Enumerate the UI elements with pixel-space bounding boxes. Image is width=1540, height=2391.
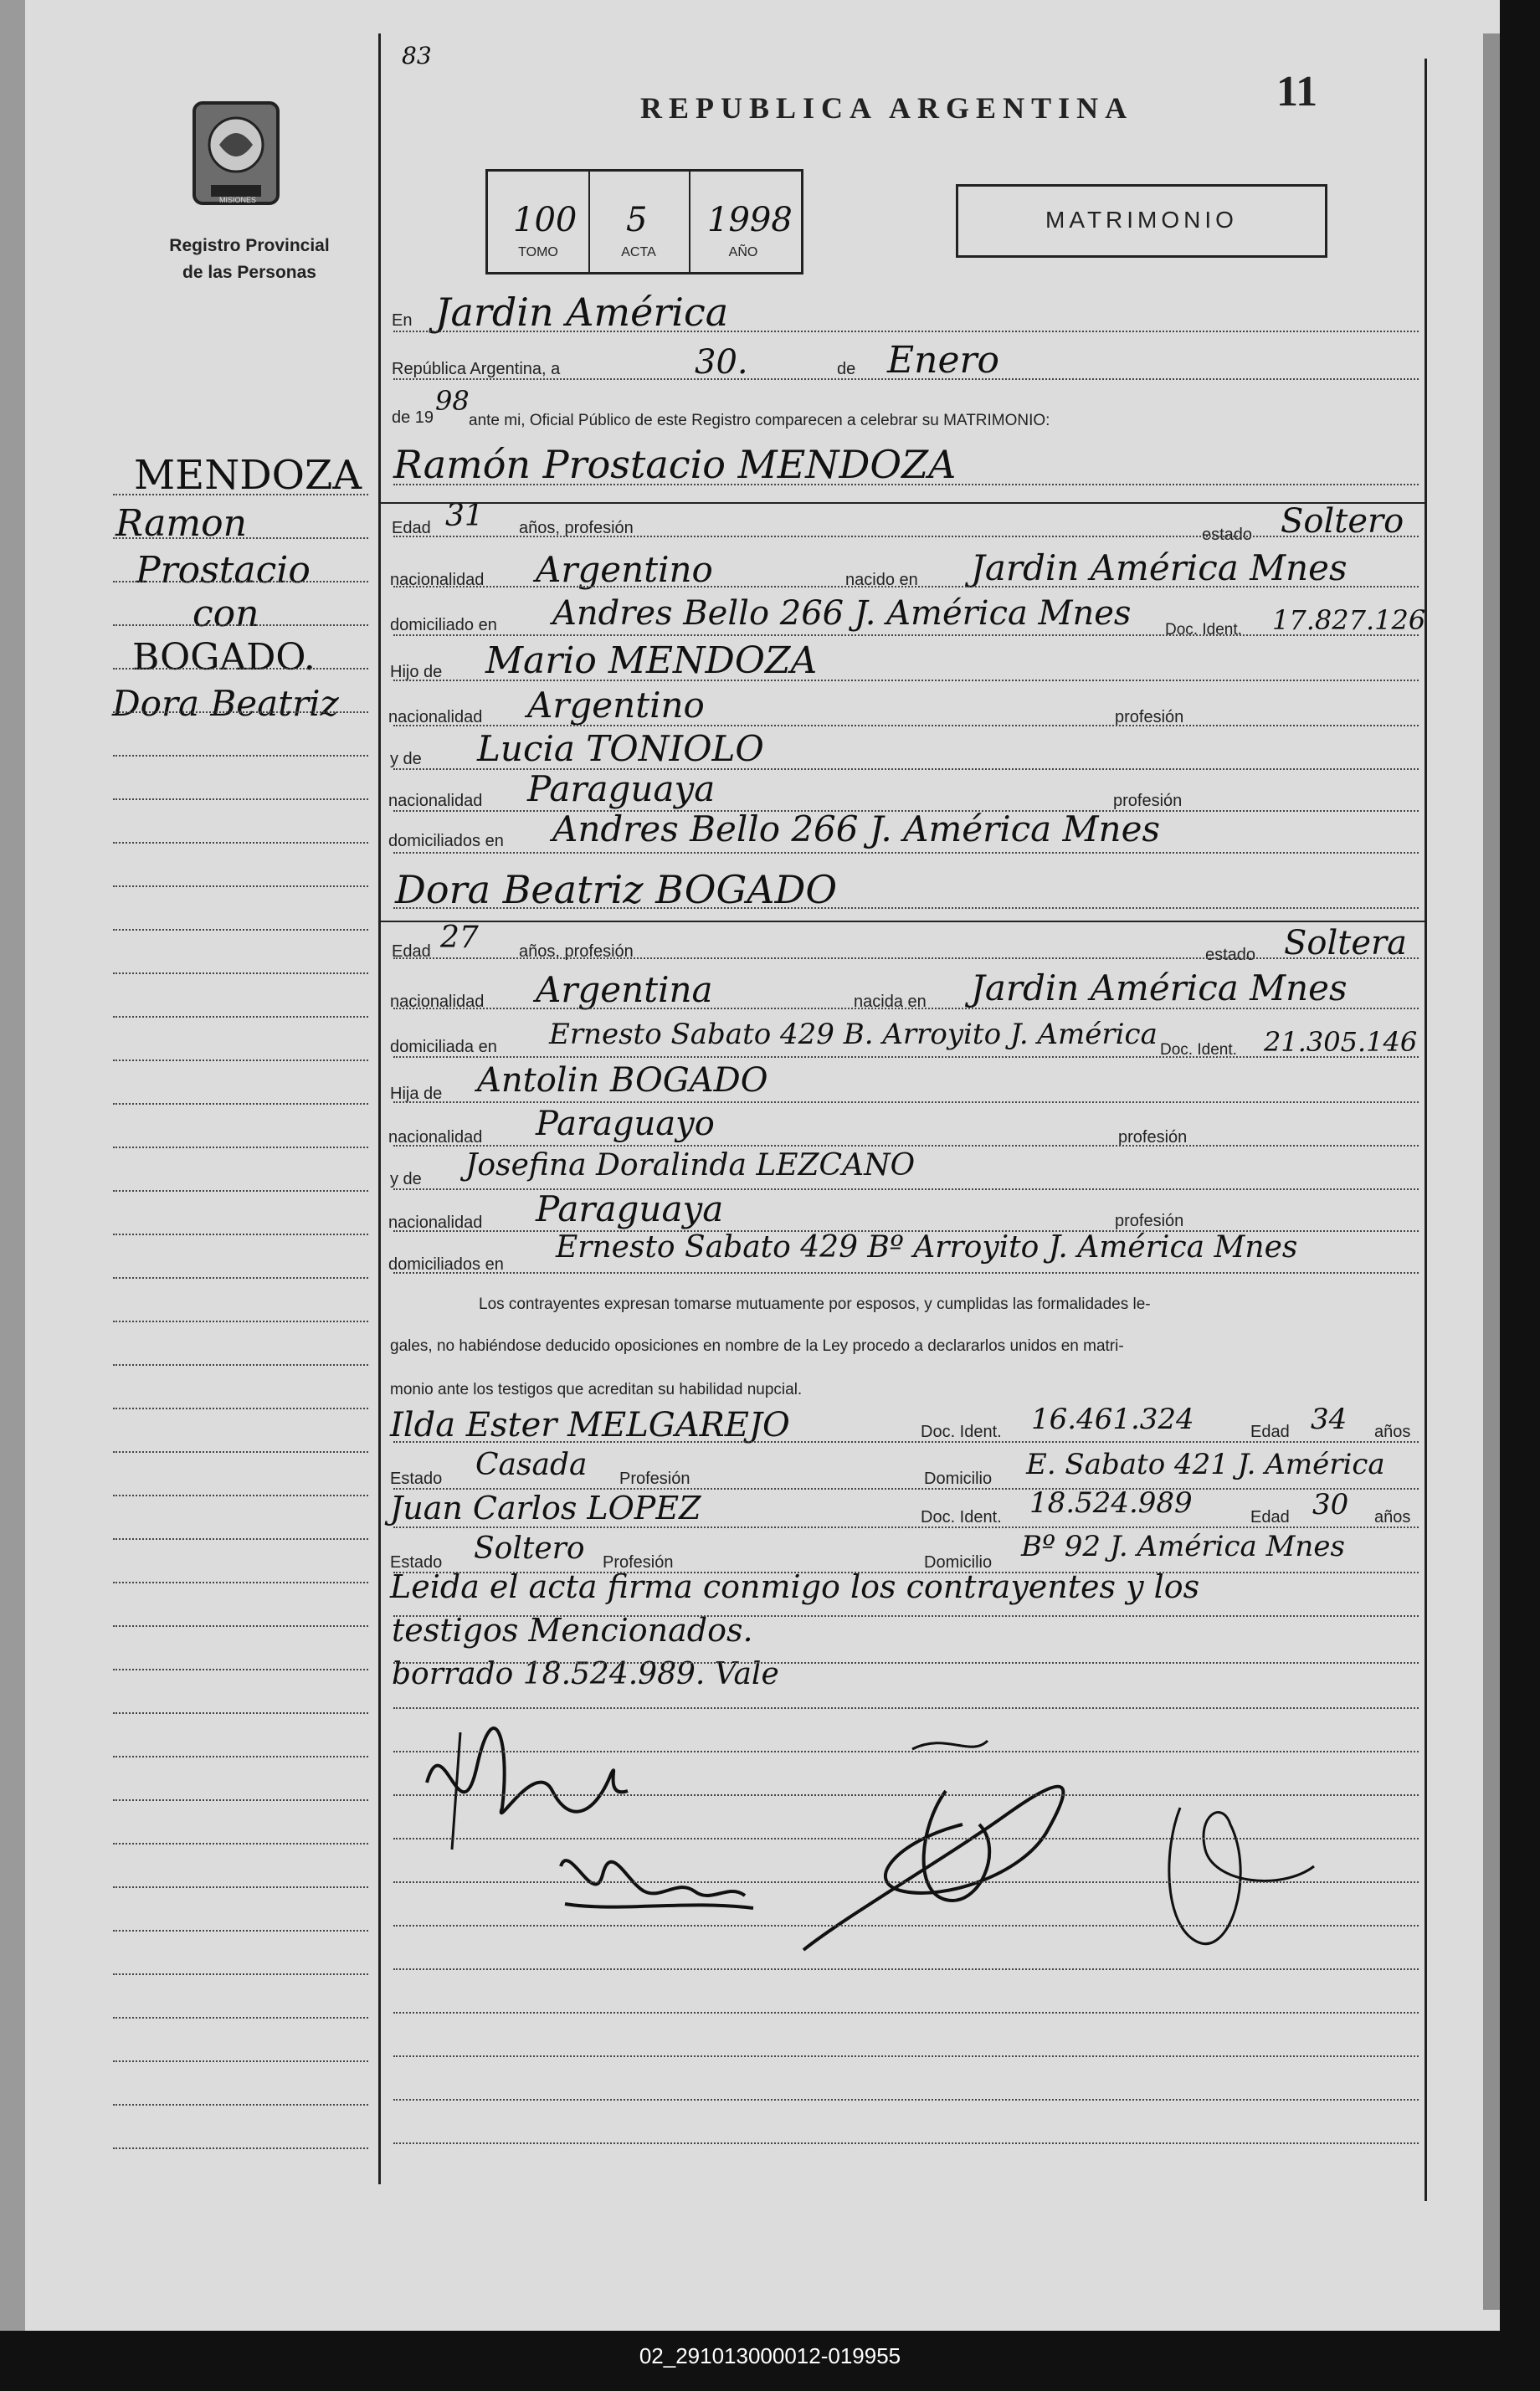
- margin-rule: [113, 1408, 368, 1409]
- form-rule: [393, 1881, 1419, 1883]
- form-rule: [393, 2099, 1419, 2101]
- bride-mother: Josefina Doralinda LEZCANO: [465, 1148, 916, 1183]
- groom-nac-label: nacionalidad: [390, 571, 485, 589]
- form-rule: [393, 907, 1419, 909]
- seal-caption: MISIONES: [219, 196, 257, 204]
- witness2-age: 30: [1312, 1488, 1349, 1521]
- witness1-name: Ilda Ester MELGAREJO: [390, 1406, 790, 1444]
- bride-doc: 21.305.146: [1264, 1026, 1418, 1058]
- margin-rule: [113, 1190, 368, 1192]
- margin-rule: [113, 1930, 368, 1932]
- form-rule: [393, 957, 1419, 959]
- margin-rule: [113, 537, 368, 539]
- witness1-edad-label: Edad: [1250, 1423, 1290, 1441]
- en-label: En: [392, 311, 413, 330]
- signature-official: [795, 1724, 1147, 1967]
- margin-rule: [113, 1538, 368, 1540]
- margin-note-6: Dora Beatriz: [112, 683, 339, 724]
- margin-rule: [113, 1799, 368, 1801]
- bride-mother-nac-label: nacionalidad: [388, 1213, 483, 1232]
- bride-doc-label: Doc. Ident.: [1160, 1041, 1237, 1059]
- groom-mother-prof-label: profesión: [1113, 792, 1183, 810]
- witness1-prof-label: Profesión: [619, 1470, 690, 1488]
- margin-note-1: MENDOZA: [134, 452, 362, 499]
- bride-dom-label: domiciliada en: [390, 1038, 497, 1056]
- margin-rule: [113, 668, 368, 670]
- book-binding: [0, 0, 25, 2331]
- form-rule: [393, 725, 1419, 726]
- margin-rule: [113, 885, 368, 887]
- signature-witness: [1147, 1774, 1339, 1967]
- margin-rule: [113, 1364, 368, 1366]
- bride-parents-dom-label: domiciliados en: [388, 1255, 504, 1274]
- bride-parents-address: Ernesto Sabato 429 Bº Arroyito J. América Mnes: [556, 1230, 1298, 1265]
- bride-address: Ernesto Sabato 429 B. Arroyito J. América: [549, 1018, 1158, 1051]
- groom-father-nac-label: nacionalidad: [388, 708, 483, 726]
- witness2-anios-label: años: [1374, 1508, 1411, 1526]
- margin-rule: [113, 624, 368, 626]
- form-rule: [393, 331, 1419, 332]
- form-rule: [393, 852, 1419, 854]
- witness1-doc-label: Doc. Ident.: [921, 1423, 1002, 1441]
- witness1-dom-label: Domicilio: [924, 1470, 993, 1488]
- form-rule: [393, 586, 1419, 587]
- witness1-doc: 16.461.324: [1031, 1403, 1194, 1436]
- margin-rule: [113, 1973, 368, 1975]
- month: Enero: [887, 339, 1000, 382]
- bride-hija-label: Hija de: [390, 1085, 443, 1103]
- declaration-line3: monio ante los testigos que acreditan su habilidad nupcial.: [390, 1381, 803, 1398]
- margin-rule: [113, 1495, 368, 1496]
- form-rule: [393, 1230, 1419, 1232]
- margin-rule: [113, 1147, 368, 1148]
- form-rule: [393, 2142, 1419, 2144]
- margin-rule: [113, 1886, 368, 1888]
- form-rule: [393, 1925, 1419, 1927]
- margin-rule: [113, 1451, 368, 1453]
- margin-rule: [113, 1234, 368, 1235]
- margin-rule: [113, 929, 368, 931]
- form-rule: [393, 680, 1419, 681]
- groom-father-prof-label: profesión: [1115, 708, 1184, 726]
- margin-rule: [113, 1582, 368, 1583]
- groom-father-nationality: Argentino: [527, 685, 705, 726]
- groom-address: Andres Bello 266 J. América Mnes: [552, 594, 1132, 633]
- form-rule: [393, 1188, 1419, 1190]
- tomo-label: TOMO: [518, 245, 558, 259]
- registry-name-line1: Registro Provincial: [169, 236, 330, 255]
- groom-doc-label: Doc. Ident.: [1165, 621, 1242, 639]
- de-label: de: [837, 360, 856, 378]
- form-rule: [393, 1572, 1419, 1573]
- form-rule: [393, 1707, 1419, 1709]
- anio-label: AÑO: [728, 245, 758, 259]
- witness1-anios-label: años: [1374, 1423, 1411, 1441]
- witness1-age: 34: [1311, 1403, 1348, 1436]
- margin-rule: [113, 494, 368, 495]
- form-rule: [393, 1968, 1419, 1970]
- groom-mother-nationality: Paraguaya: [527, 768, 716, 809]
- declaration-line1: Los contrayentes expresan tomarse mutuamente por esposos, y cumplidas las formalidades le-: [479, 1296, 1151, 1313]
- margin-rule: [113, 2104, 368, 2106]
- witness2-doc: 18.524.989: [1029, 1486, 1193, 1520]
- groom-nationality: Argentino: [536, 549, 713, 590]
- form-rule: [393, 768, 1419, 770]
- footer-id: 02_291013000012-019955: [639, 2343, 901, 2368]
- margin-rule: [113, 1843, 368, 1845]
- bride-edad-label: Edad: [392, 942, 431, 961]
- page-number: 11: [1276, 68, 1318, 115]
- witness2-prof-label: Profesión: [603, 1553, 674, 1572]
- form-rule: [393, 2012, 1419, 2014]
- anio-value: 1998: [707, 201, 793, 239]
- form-rule: [393, 634, 1419, 636]
- form-rule: [393, 1008, 1419, 1009]
- margin-note-4: con: [192, 593, 259, 635]
- margin-rule: [113, 798, 368, 800]
- declaration-line2: gales, no habiéndose deducido oposiciones en nombre de la Ley procedo a declararlos unidos en matri-: [390, 1337, 1124, 1355]
- margin-rule: [113, 1321, 368, 1322]
- bride-mother-prof-label: profesión: [1115, 1212, 1184, 1230]
- margin-note-5: BOGADO.: [132, 636, 316, 679]
- republica-label: República Argentina, a: [392, 360, 561, 378]
- form-rule: [393, 1488, 1419, 1490]
- groom-anios-label: años, profesión: [519, 519, 634, 537]
- groom-yde-label: y de: [390, 750, 422, 768]
- bride-mother-nationality: Paraguaya: [536, 1188, 724, 1229]
- form-rule: [393, 1145, 1419, 1147]
- margin-rule: [113, 1016, 368, 1018]
- margin-rule: [113, 1712, 368, 1714]
- act-type-box: [956, 184, 1327, 258]
- place: Jardin América: [435, 290, 729, 335]
- groom-estado-label: estado: [1202, 526, 1253, 544]
- bride-nationality: Argentina: [536, 969, 713, 1010]
- year-suffix: 98: [435, 385, 470, 417]
- witness2-dom-label: Domicilio: [924, 1553, 993, 1572]
- bride-anios-label: años, profesión: [519, 942, 634, 961]
- bride-father-nac-label: nacionalidad: [388, 1128, 483, 1147]
- groom-hijo-label: Hijo de: [390, 663, 443, 681]
- groom-dom-label: domiciliado en: [390, 616, 497, 634]
- form-rule: [393, 1794, 1419, 1796]
- day: 30.: [695, 343, 748, 382]
- witness2-edad-label: Edad: [1250, 1508, 1290, 1526]
- bride-estado: Soltera: [1284, 924, 1407, 962]
- act-type-label: MATRIMONIO: [1045, 207, 1238, 233]
- groom-edad-label: Edad: [392, 519, 431, 537]
- groom-doc: 17.827.126: [1272, 604, 1426, 636]
- section-divider: [381, 921, 1424, 922]
- bride-estado-label: estado: [1205, 946, 1256, 964]
- closing-line3: borrado 18.524.989. Vale: [392, 1657, 779, 1691]
- groom-mother: Lucia TONIOLO: [477, 728, 764, 769]
- form-rule: [393, 1838, 1419, 1839]
- bride-nacida-label: nacida en: [854, 993, 927, 1011]
- tomo-value: 100: [513, 201, 578, 239]
- margin-divider: [378, 33, 381, 2184]
- page-edge: [1483, 33, 1500, 2310]
- groom-estado: Soltero: [1281, 502, 1404, 541]
- witness2-estado: Soltero: [474, 1532, 585, 1566]
- intro-text: ante mi, Oficial Público de este Registro comparecen a celebrar su MATRIMONIO:: [469, 412, 1050, 429]
- bride-father-prof-label: profesión: [1118, 1128, 1188, 1147]
- bride-yde-label: y de: [390, 1170, 422, 1188]
- form-rule: [393, 1615, 1419, 1617]
- bride-age: 27: [440, 921, 479, 955]
- margin-rule: [113, 2017, 368, 2019]
- signature-bride: [544, 1833, 770, 1925]
- margin-rule: [113, 1756, 368, 1757]
- groom-father: Mario MENDOZA: [485, 639, 818, 682]
- form-rule: [393, 1056, 1419, 1058]
- margin-rule: [113, 842, 368, 844]
- bride-birthplace: Jardin América Mnes: [971, 967, 1348, 1008]
- groom-mother-nac-label: nacionalidad: [388, 792, 483, 810]
- acta-value: 5: [626, 201, 648, 239]
- witness2-name: Juan Carlos LOPEZ: [390, 1490, 701, 1526]
- form-rule: [393, 1441, 1419, 1443]
- margin-rule: [113, 2060, 368, 2062]
- groom-parents-address: Andres Bello 266 J. América Mnes: [552, 808, 1161, 849]
- groom-parents-dom-label: domiciliados en: [388, 832, 504, 850]
- margin-rule: [113, 1060, 368, 1061]
- form-rule: [393, 2055, 1419, 2057]
- margin-rule: [113, 1277, 368, 1279]
- bride-name: Dora Beatriz BOGADO: [395, 867, 838, 912]
- form-rule: [393, 810, 1419, 812]
- annotation-note: 83: [402, 42, 432, 69]
- form-rule: [393, 1662, 1419, 1664]
- year-prefix: de 19: [392, 408, 434, 427]
- bride-father: Antolin BOGADO: [477, 1061, 768, 1100]
- witness1-address: E. Sabato 421 J. América: [1026, 1448, 1385, 1481]
- record-id-box: [485, 169, 803, 275]
- form-rule: [393, 1751, 1419, 1752]
- bride-father-nationality: Paraguayo: [536, 1105, 715, 1143]
- registry-name-line2: de las Personas: [182, 263, 316, 282]
- groom-name: Ramón Prostacio MENDOZA: [393, 442, 957, 487]
- country-title: REPUBLICA ARGENTINA: [640, 91, 1134, 125]
- margin-note-2: Ramon: [116, 502, 247, 545]
- witness1-estado: Casada: [475, 1448, 588, 1482]
- margin-rule: [113, 581, 368, 582]
- witness2-address: Bº 92 J. América Mnes: [1021, 1530, 1345, 1563]
- section-divider: [381, 502, 1424, 504]
- closing-line1: Leida el acta firma conmigo los contrayentes y los: [390, 1568, 1200, 1605]
- right-border: [1424, 59, 1427, 2201]
- form-rule: [393, 378, 1419, 380]
- witness1-estado-label: Estado: [390, 1470, 443, 1488]
- form-rule: [393, 484, 1419, 485]
- form-rule: [393, 1526, 1419, 1528]
- form-rule: [393, 1272, 1419, 1274]
- margin-rule: [113, 972, 368, 974]
- margin-rule: [113, 1669, 368, 1670]
- witness2-estado-label: Estado: [390, 1553, 443, 1572]
- groom-age: 31: [445, 499, 484, 533]
- margin-rule: [113, 711, 368, 713]
- form-rule: [393, 536, 1419, 537]
- form-rule: [393, 1101, 1419, 1103]
- groom-birthplace: Jardin América Mnes: [971, 547, 1348, 588]
- groom-nacido-label: nacido en: [845, 571, 918, 589]
- bride-nac-label: nacionalidad: [390, 993, 485, 1011]
- margin-rule: [113, 755, 368, 757]
- margin-rule: [113, 2147, 368, 2149]
- margin-note-3: Prostacio: [136, 549, 311, 592]
- margin-rule: [113, 1103, 368, 1105]
- acta-label: ACTA: [621, 245, 656, 259]
- witness2-doc-label: Doc. Ident.: [921, 1508, 1002, 1526]
- margin-rule: [113, 1625, 368, 1627]
- closing-line2: testigos Mencionados.: [392, 1612, 753, 1649]
